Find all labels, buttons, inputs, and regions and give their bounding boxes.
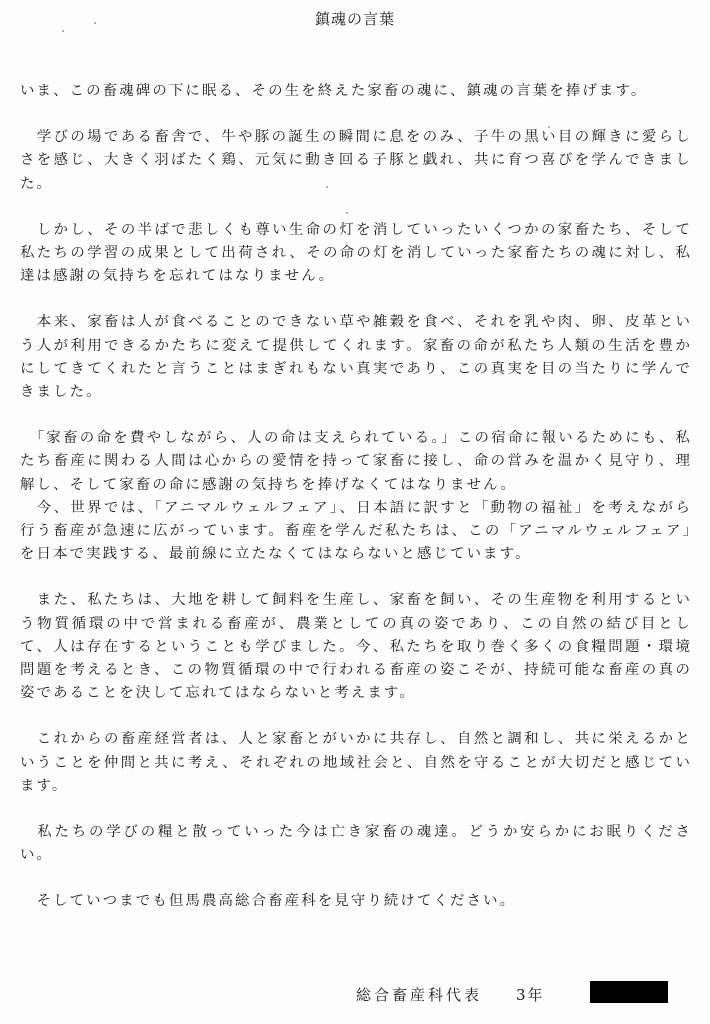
paragraph-gap xyxy=(20,705,692,728)
signature-grade: 3年 xyxy=(516,986,545,1004)
paragraph-gap xyxy=(20,404,692,427)
document-body xyxy=(20,80,692,914)
paragraph-learning: 学びの場である畜舎で、牛や豚の誕生の瞬間に息をのみ、子牛の黒い目の輝きに愛らしさを感じ、大きく羽ばたく鶏、元気に動き回る子豚と戯れ、共に育つ喜びを学んできました。 xyxy=(20,129,692,192)
signature-department: 総合畜産科代表 xyxy=(356,986,483,1004)
scan-speck xyxy=(346,212,348,214)
paragraph-destiny: 「家畜の命を費やしながら、人の命は支えられている。」この宿命に報いるためにも、私たち畜産に関わる人間は心からの愛情を持って家畜に接し、命の営みを温かく見守り、理解し、そして家畜の命に感謝の気持ちを捧げなくてはなりません。 xyxy=(20,430,692,493)
paragraph-opening: いま、この畜魂碑の下に眠る、その生を終えた家畜の魂に、鎮魂の言葉を捧げます。 xyxy=(20,83,648,99)
paragraph-gap xyxy=(20,196,692,219)
paragraph-livestock-role: 本来、家畜は人が食べることのできない草や雑穀を食べ、それを乳や肉、卵、皮革という人が利用できるかたちに変えて提供してくれます。家畜の命が私たち人類の生活を豊かにしてきてくれたと言うことはまぎれもない真実であり、この真実を目の当たりに学んできました。 xyxy=(20,314,692,401)
scan-speck xyxy=(94,22,96,24)
paragraph-gap xyxy=(20,798,692,821)
document-title: 鎮魂の言葉 xyxy=(314,10,395,28)
paragraph-future: これからの畜産経営者は、人と家畜とがいかに共存し、自然と調和し、共に栄えるかということを仲間と共に考え、それぞれの地域社会と、自然を守ることが大切だと感じています。 xyxy=(20,731,692,794)
scan-speck xyxy=(326,186,328,188)
paragraph-animal-welfare: 今、世界では、「アニマルウェルフェア」、日本語に訳すと「動物の福祉」を考えながら行う畜産が急速に広がっています。畜産を学んだ私たちは、この「アニマルウェルフェア」を日本で実践する、最前線に立たなくてはならないと感じています。 xyxy=(20,499,692,563)
paragraph-closing: そしていつまでも但馬農高総合畜産科を見守り続けてください。 xyxy=(20,893,517,910)
scan-speck xyxy=(548,126,550,128)
paragraph-gap xyxy=(20,566,692,589)
paragraph-material-cycle: また、私たちは、大地を耕して飼料を生産し、家畜を飼い、その生産物を利用するという物質循環の中で営まれる畜産が、農業としての真の姿であり、この自然の結び目として、人は存在するということも学びました。今、私たちを取り巻く多くの食糧問題・環境問題を考えるとき、この物質循環の中で行われる畜産の姿こそが、持続可能な畜産の真の姿であることを決して忘れてはならないと考えます。 xyxy=(20,592,692,702)
paragraph-gap xyxy=(20,103,692,126)
paragraph-gap xyxy=(20,867,692,890)
paragraph-rest-in-peace: 私たちの学びの糧と散っていった今は亡き家畜の魂達。どうか安らかにお眠りください。 xyxy=(20,824,692,864)
signature-line xyxy=(356,984,545,1005)
redacted-name-block xyxy=(590,981,668,1003)
paragraph-gap xyxy=(20,288,692,311)
scan-speck xyxy=(62,30,64,32)
paragraph-gratitude: しかし、その半ばで悲しくも尊い生命の灯を消していったいくつかの家畜たち、そして私たちの学習の成果として出荷され、その命の灯を消していった家畜たちの魂に対し、私達は感謝の気持ちを忘れてはなりません。 xyxy=(20,221,692,285)
